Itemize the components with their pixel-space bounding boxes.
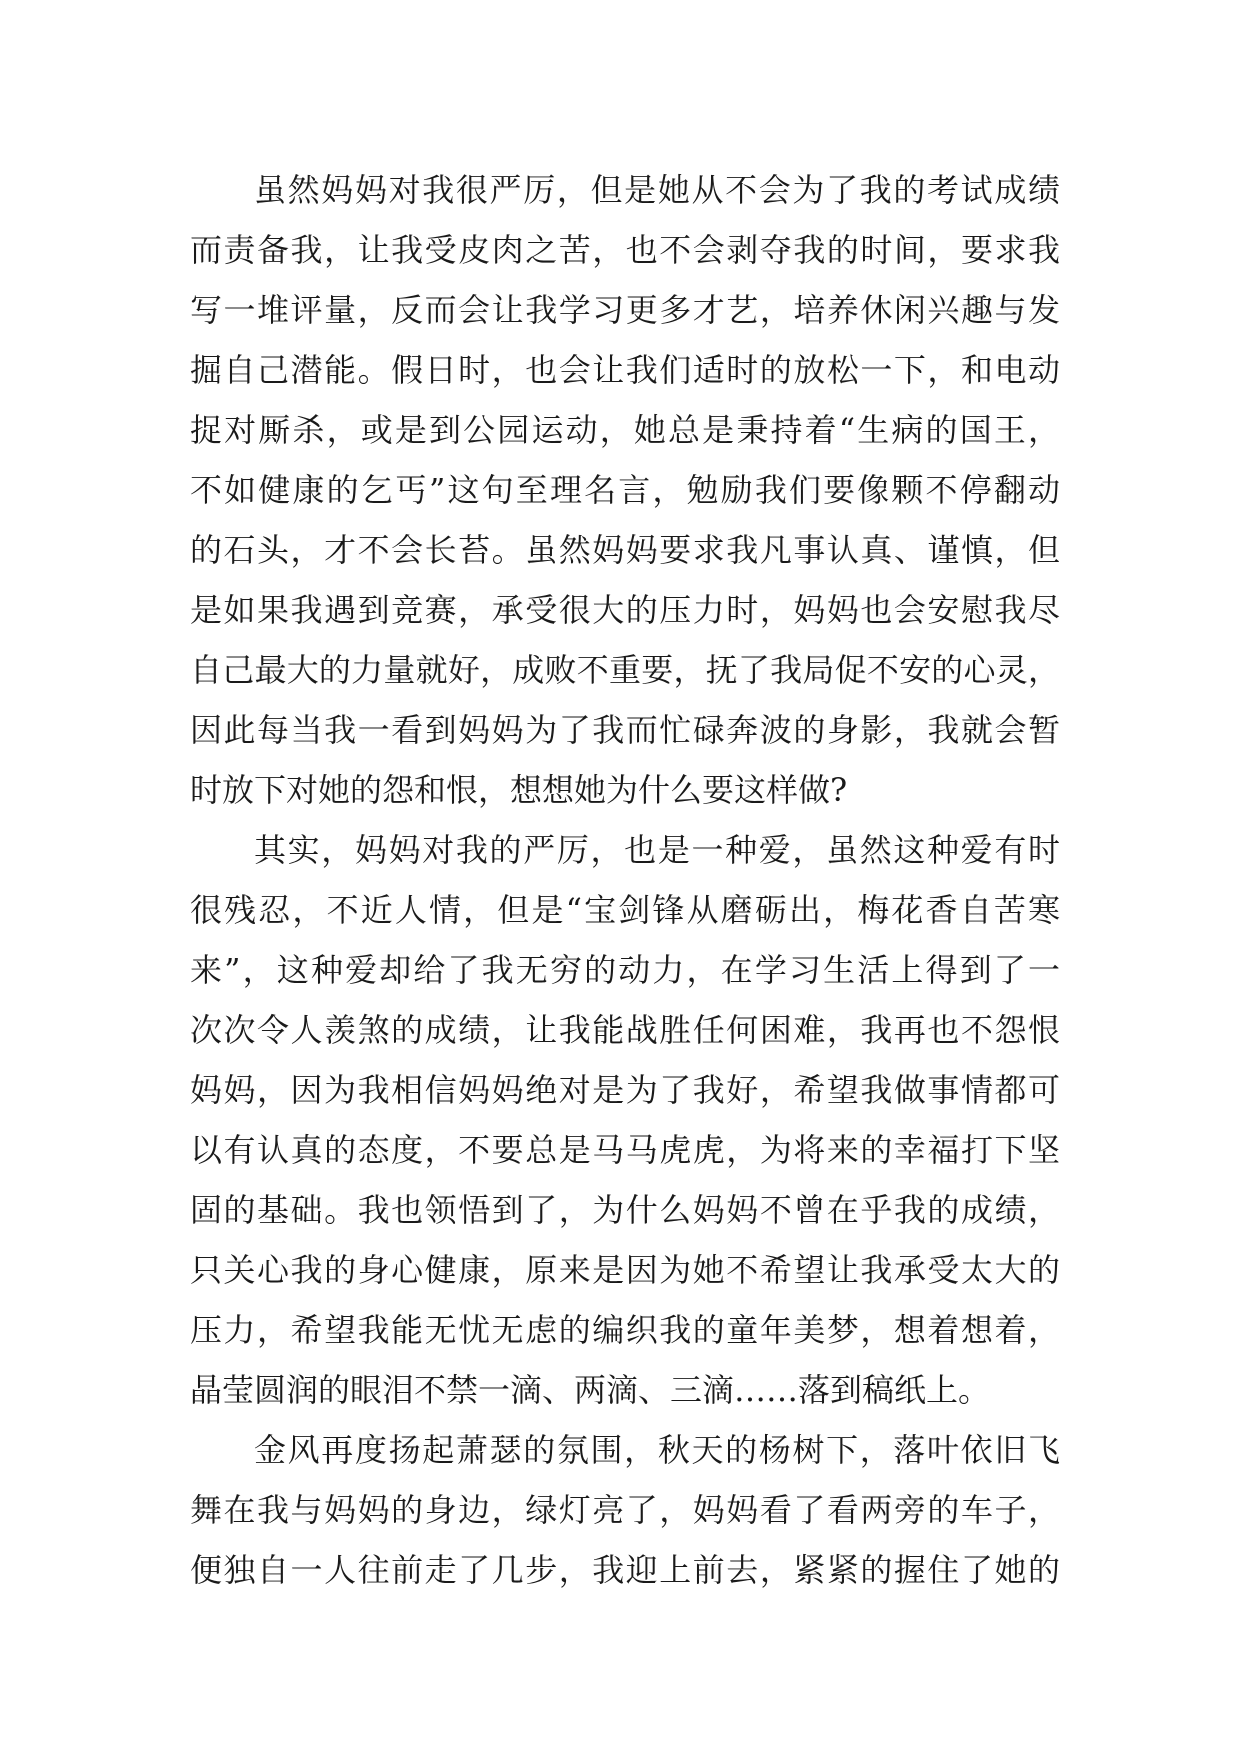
text-line: 只关心我的身心健康，原来是因为她不希望让我承受太大的	[190, 1251, 1060, 1289]
text-line: 固的基础。我也领悟到了，为什么妈妈不曾在乎我的成绩，	[190, 1191, 1060, 1229]
text-line: 时放下对她的怨和恨，想想她为什么要这样做?	[190, 771, 848, 809]
text-line: 来”，这种爱却给了我无穷的动力，在学习生活上得到了一	[190, 951, 1060, 989]
text-line: 便独自一人往前走了几步，我迎上前去，紧紧的握住了她的	[190, 1551, 1060, 1589]
text-line: 妈妈，因为我相信妈妈绝对是为了我好，希望我做事情都可	[190, 1071, 1060, 1109]
text-line: 很残忍，不近人情，但是“宝剑锋从磨砺出，梅花香自苦寒	[190, 891, 1060, 929]
text-line: 晶莹圆润的眼泪不禁一滴、两滴、三滴……落到稿纸上。	[190, 1371, 991, 1409]
document-body	[190, 160, 1060, 1600]
text-line: 的石头，才不会长苔。虽然妈妈要求我凡事认真、谨慎，但	[190, 531, 1060, 569]
text-line: 因此每当我一看到妈妈为了我而忙碌奔波的身影，我就会暂	[190, 711, 1060, 749]
text-line: 写一堆评量，反而会让我学习更多才艺，培养休闲兴趣与发	[190, 291, 1060, 329]
text-line: 捉对厮杀，或是到公园运动，她总是秉持着“生病的国王，	[190, 411, 1060, 449]
text-line: 自己最大的力量就好，成败不重要，抚了我局促不安的心灵，	[190, 651, 1060, 689]
text-line: 金风再度扬起萧瑟的氛围，秋天的杨树下，落叶依旧飞	[254, 1431, 1060, 1469]
text-line: 舞在我与妈妈的身边，绿灯亮了，妈妈看了看两旁的车子，	[190, 1491, 1060, 1529]
text-line: 掘自己潜能。假日时，也会让我们适时的放松一下，和电动	[190, 351, 1060, 389]
text-line: 压力，希望我能无忧无虑的编织我的童年美梦，想着想着，	[190, 1311, 1060, 1349]
text-line: 其实，妈妈对我的严厉，也是一种爱，虽然这种爱有时	[254, 831, 1060, 869]
text-line: 是如果我遇到竞赛，承受很大的压力时，妈妈也会安慰我尽	[190, 591, 1060, 629]
text-line: 次次令人羡煞的成绩，让我能战胜任何困难，我再也不怨恨	[190, 1011, 1060, 1049]
text-line: 不如健康的乞丐”这句至理名言，勉励我们要像颗不停翻动	[190, 471, 1060, 509]
text-line: 虽然妈妈对我很严厉，但是她从不会为了我的考试成绩	[254, 171, 1060, 209]
text-line: 而责备我，让我受皮肉之苦，也不会剥夺我的时间，要求我	[190, 231, 1060, 269]
text-line: 以有认真的态度，不要总是马马虎虎，为将来的幸福打下坚	[190, 1131, 1060, 1169]
